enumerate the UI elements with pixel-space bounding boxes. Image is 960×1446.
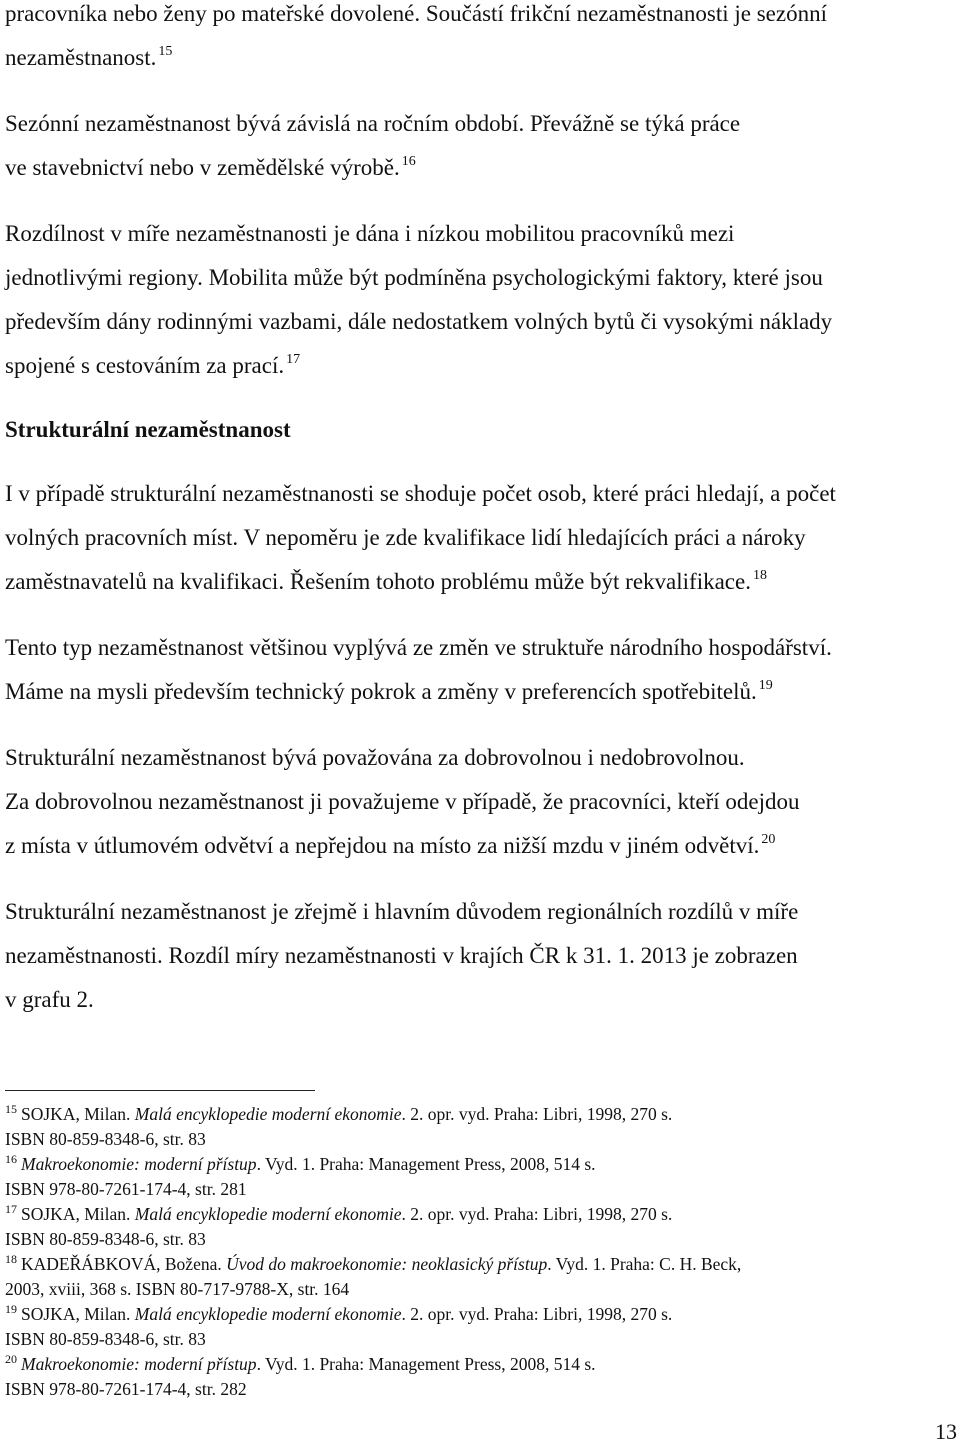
text-line: především dány rodinnými vazbami, dále nedostatkem volných bytů či vysokými náklady [5, 309, 833, 334]
footnote-title: Malá encyklopedie moderní ekonomie [134, 1204, 402, 1224]
footnote-details: . Vyd. 1. Praha: Management Press, 2008, 514 s. [256, 1354, 596, 1374]
text-line: Sezónní nezaměstnanost bývá závislá na ročním období. Převážně se týká práce [5, 111, 741, 136]
footnote-number: 20 [5, 1352, 17, 1366]
paragraph [5, 736, 958, 868]
paragraph [5, 890, 958, 1022]
page-number: 13 [935, 1419, 957, 1444]
footnote-number: 17 [5, 1202, 17, 1216]
footnote-number: 18 [5, 1252, 17, 1266]
paragraph [5, 626, 958, 714]
text-line: Strukturální nezaměstnanost bývá považována za dobrovolnou i nedobrovolnou. [5, 745, 745, 770]
footnote [5, 1202, 935, 1252]
footnotes [5, 1102, 935, 1402]
footnote-author: SOJKA, Milan. [21, 1104, 135, 1124]
footnote [5, 1152, 935, 1202]
footnote-details: . 2. opr. vyd. Praha: Libri, 1998, 270 s. [401, 1204, 673, 1224]
footnote-isbn: ISBN 978-80-7261-174-4, str. 282 [5, 1379, 247, 1399]
text-line: ve stavebnictví nebo v zemědělské výrobě. [5, 155, 400, 180]
text-line: v grafu 2. [5, 987, 94, 1012]
footnote [5, 1102, 935, 1152]
paragraph [5, 102, 958, 190]
paragraph [5, 472, 958, 604]
footnote-isbn: 2003, xviii, 368 s. ISBN 80-717-9788-X, str. 164 [5, 1279, 350, 1299]
text-line: I v případě strukturální nezaměstnanosti se shoduje počet osob, které práci hledají, a počet [5, 481, 836, 506]
footnote-number: 16 [5, 1152, 17, 1166]
footnote [5, 1352, 935, 1402]
footnote-author: SOJKA, Milan. [21, 1204, 135, 1224]
text-line: Za dobrovolnou nezaměstnanost ji považujeme v případě, že pracovníci, kteří odejdou [5, 789, 800, 814]
text-line: jednotlivými regiony. Mobilita může být podmíněna psychologickými faktory, které jsou [5, 265, 823, 290]
text-line: Rozdílnost v míře nezaměstnanosti je dána i nízkou mobilitou pracovníků mezi [5, 221, 735, 246]
footnote-isbn: ISBN 978-80-7261-174-4, str. 281 [5, 1179, 247, 1199]
footnote-details: . 2. opr. vyd. Praha: Libri, 1998, 270 s. [401, 1104, 673, 1124]
footnote-isbn: ISBN 80-859-8348-6, str. 83 [5, 1229, 206, 1249]
text-line: spojené s cestováním za prací. [5, 353, 285, 378]
text-line: zaměstnavatelů na kvalifikaci. Řešením tohoto problému může být rekvalifikace. [5, 569, 751, 594]
footnote-title: Makroekonomie: moderní přístup [21, 1154, 257, 1174]
footnote [5, 1302, 935, 1352]
paragraph [5, 212, 958, 388]
text-line: z místa v útlumovém odvětví a nepřejdou na místo za nižší mzdu v jiném odvětví. [5, 833, 760, 858]
text-line: nezaměstnanost. [5, 45, 157, 70]
footnote-title: Malá encyklopedie moderní ekonomie [134, 1304, 402, 1324]
footnote-ref: 17 [286, 352, 301, 367]
footnote-details: . 2. opr. vyd. Praha: Libri, 1998, 270 s. [401, 1304, 673, 1324]
footnote-ref: 20 [761, 832, 776, 847]
footnote-ref: 19 [758, 678, 773, 693]
page-body [5, 0, 958, 1022]
footnote-isbn: ISBN 80-859-8348-6, str. 83 [5, 1329, 206, 1349]
footnote-title: Úvod do makroekonomie: neoklasický přístup [226, 1254, 548, 1274]
paragraph [5, 0, 958, 80]
footnote-isbn: ISBN 80-859-8348-6, str. 83 [5, 1129, 206, 1149]
text-line: volných pracovních míst. V nepoměru je zde kvalifikace lidí hledajících práci a nároky [5, 525, 806, 550]
text-line: pracovníka nebo ženy po mateřské dovolené. Součástí frikční nezaměstnanosti je sezónní [5, 1, 827, 26]
text-line: Strukturální nezaměstnanost je zřejmě i hlavním důvodem regionálních rozdílů v míře [5, 899, 799, 924]
text-line: nezaměstnanosti. Rozdíl míry nezaměstnanosti v krajích ČR k 31. 1. 2013 je zobrazen [5, 943, 798, 968]
footnote-details: . Vyd. 1. Praha: C. H. Beck, [547, 1254, 742, 1274]
text-line: Tento typ nezaměstnanost většinou vyplývá ze změn ve struktuře národního hospodářství. [5, 635, 832, 660]
footnote-number: 15 [5, 1102, 17, 1116]
footnote [5, 1252, 935, 1302]
footnote-details: . Vyd. 1. Praha: Management Press, 2008, 514 s. [256, 1154, 596, 1174]
footnote-title: Makroekonomie: moderní přístup [21, 1354, 257, 1374]
footnote-title: Malá encyklopedie moderní ekonomie [134, 1104, 402, 1124]
section-heading: Strukturální nezaměstnanost [5, 417, 291, 442]
text-line: Máme na mysli především technický pokrok a změny v preferencích spotřebitelů. [5, 679, 757, 704]
footnote-number: 19 [5, 1302, 17, 1316]
footnote-separator [5, 1090, 315, 1091]
footnote-author: KADEŘÁBKOVÁ, Božena. [21, 1254, 227, 1274]
footnote-author: SOJKA, Milan. [21, 1304, 135, 1324]
footnote-ref: 15 [158, 44, 173, 59]
footnote-ref: 16 [401, 154, 416, 169]
footnote-ref: 18 [752, 568, 767, 583]
